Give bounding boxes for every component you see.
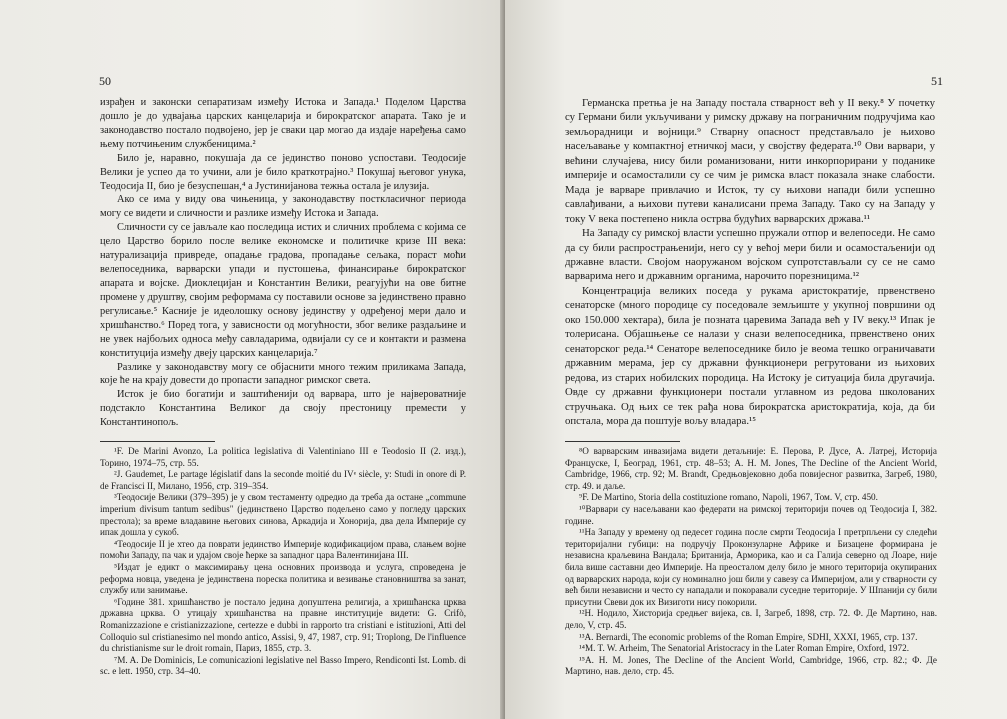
right-page — [505, 0, 1007, 719]
page-number: 50 — [99, 74, 111, 88]
footnote: ¹⁰Варвари су насељавани као федерати на римској територији почев од Теодосија I, 382. године. — [565, 503, 937, 526]
paragraph: Германска претња је на Западу постала стварност већ у II веку.⁸ У почетку су Германи били укључивани у римску државу на пограничним подручјима као земљорадници и војници.⁹ Стварну опасност представљало је њихово насељавање у компактној етничкој маси, у својству федерата.¹⁰ Ови варвари, у већини случајева, нису били романизовани, нити инкорпорирани у поданике империје и осамосталили су се чим је римска власт показала знаке слабости. Мада је варваре привлачио и Исток, ту су њихови напади били успешно савлађивани, а њихови путеви каналисани према Западу. Тако су на Западу у току V века постепено никла острва будућих варварских држава.¹¹ — [565, 97, 935, 225]
footnote-rule — [565, 441, 680, 442]
footnotes — [565, 446, 937, 678]
footnote: ¹⁵A. H. M. Jones, The Decline of the Ancient World, Cambridge, 1966, стр. 82.; Ф. Де Мартино, нав. дело, стр. 45. — [565, 654, 937, 677]
footnote: ⁸О варварским инвазијама видети детаљније: Е. Перова, Р. Дусе, А. Латреј, Историја Француске, I, Београд, 1961, стр. 48–53; A. H. M. Jones, The Decline of the Ancient World, Cambridge, 1966, стр. 92; M. Brandt, Средњовјековно доба повијесног развитка, Загреб, 1980, стр. 49. и даље. — [565, 446, 937, 491]
paragraph: Било је, наравно, покушаја да се јединство поново успостави. Теодосије Велики је успео да то учини, али је било краткотрајно.³ Покушај његовог унука, Теодосија II, био је безуспешан,⁴ а Јустинијанова тежња остала је илузија. — [100, 152, 466, 192]
paragraph: Сличности су се јављале као последица истих и сличних проблема с којима се цело Царство борило после велике економске и политичке кризе III века: натурализација привреде, опадање градова, пропадање сељака, пораст моћи велепоседника, варварски упади и пустошења, финансирање бирократског апарата и војске. Диоклецијан и Константин Велики, реагујући на ове битне промене у друштву, својим реформама су поставили основе за јединствено правно регулисање.⁵ Касније је идеолошку основу јединству у одређеној мери дало и хришћанство.⁶ Поред тога, у зависности од могућности, због велике раздаљине и не увек најбољих односа међу савладарима, одвијали су се и контакти и размена конституција између двеју царских канцеларија.⁷ — [100, 222, 466, 359]
footnote: ¹⁴M. T. W. Arheim, The Senatorial Aristocracy in the Later Roman Empire, Oxford, 1972. — [579, 643, 910, 654]
footnote: ⁶Године 381. хришћанство је постало једина допуштена религија, а хришћанска црква државна црква. О утицају хришћанства на правне институције видети: G. Crifò, Romanizzazione e cristianizzazione, certezze e dubbi in rapporto tra cristiani e istituzioni, Atti del Colloquio sul cristianesimo nel mondo antico, Assisi, 9, 47, 1987, стр. 91; Troplong, De l'influence du christianisme sur le droit romain, Париз, 1855, стр. 3. — [100, 596, 466, 654]
footnote: ⁴Теодосије II је хтео да поврати јединство Империје кодификацијом права, слањем војне помоћи Западу, па чак и удајом своје ћерке за западног цара Валентинијана III. — [100, 538, 466, 561]
body-text — [100, 96, 466, 430]
footnote: ⁷M. A. De Dominicis, Le comunicazioni legislative nel Basso Impero, Rendiconti Ist. Lomb. di sc. e lett. 1950, стр. 34–40. — [100, 654, 466, 677]
paragraph: Ако се има у виду ова чињеница, у законодавству постклаcичног периода могу се видети и сличности и разлике између Истока и Запада. — [100, 194, 466, 220]
body-text — [565, 96, 935, 428]
footnote-rule — [100, 441, 215, 442]
paragraph: Исток је био богатији и заштићенији од варвара, што је највероватније подстакло Константина Великог да своју престоницу премести у Константинопољ. — [100, 389, 466, 429]
footnote: ¹¹На Западу у времену од педесет година после смрти Теодосија I претрпљени су следећи територијални губици: на подручју Проконзуларне Африке и Бизацене формирана је независна краљевина Вандала; Британија, Арморика, као и са Галија северно од Лоаре, није била више саставни део Империје. На преосталом делу било је много територија окупираних од варварских народа, који су номинално још били у савезу са Империјом, али у стварности су већ били независни и често су нападали и покоравали суседне територије. У Шпанији су били присутни Свеви док их Визиготи нису покорили. — [565, 527, 937, 607]
paragraph: На Западу су римској власти успешно пружали отпор и велепоседи. Не само да су били распрострањенији, него су у већој мери били и осамостаљенији од државне власти. Својом наоружаном војском супротстављали су се не само варварима него и државним органима, нарочито порезницима.¹² — [565, 227, 935, 283]
paragraph: Концентрација великих поседа у рукама аристократије, првенствено сенаторске (много породице су поседовале земљиште у укупној површини од око 150.000 хектара), била је позната царевима Запада већ у IV веку.¹³ Ипак је толерисана. Објашњење се налази у снази велепоседника, првенствено оних сенаторског реда.¹⁴ Сенаторе велепоседнике било је веома тешко ограничавати државним мерама, јер су државни функционери регрутовани из њихових редова, из старих нобилских породица. На Истоку је ситуација била другачија. Овде су државни функционери постали углавном из редова школованих стручњака. Од њих се тек рађа нова бирократска аристократија, која, да би опстала, мора да поштује вољу владара.¹⁵ — [565, 284, 935, 427]
footnote: ²J. Gaudemet, Le partage législatif dans la seconde moitié du IVᵉ siècle, у: Studi in onore di P. de Francisci II, Милано, 1956, стр. 319–354. — [100, 469, 466, 491]
footnote: ⁵Издат је едикт о максимирању цена основних производа и услуга, спроведена је реформа новца, уведена је јединствена пореска политика и везивање становништва за занат, службу или занимање. — [100, 561, 466, 596]
footnote: ¹²Н. Нодило, Хисторија средњег вијека, св. I, Загреб, 1898, стр. 72. Ф. Де Мартино, нав. дело, V, стр. 45. — [565, 608, 937, 630]
footnote: ⁹F. De Martino, Storia della costituzione romano, Napoli, 1967, Том. V, стр. 450. — [579, 492, 878, 503]
footnote: ¹³A. Bernardi, The economic problems of the Roman Empire, SDHI, XXXI, 1965, стр. 137. — [579, 631, 918, 642]
footnotes — [100, 446, 466, 678]
paragraph: Разлике у законодавству могу се објаснити много тежим приликама Запада, које ће на крају довести до пропасти западног римског света. — [100, 361, 466, 387]
footnote: ¹F. De Marini Avonzo, La politica legislativa di Valentiniano III e Teodosio II (2. изд.), Торино, 1974–75, стр. 55. — [100, 446, 466, 468]
paragraph: израђен и законски сепаратизам између Истока и Запада.¹ Поделом Царства дошло је до удвајања царских канцеларија и бирократског апарата. Тако је и законодавство постало подвојено, јер је сваки цар могао да издаје наређења само њему потчињеним службеницима.² — [100, 97, 466, 150]
footnote: ³Теодосије Велики (379–395) је у свом тестаменту одредио да треба да остане „commune imperium divisum tantum sedibus" (јединствено Царство подељено само у погледу царских престола); за време владавине његових синова, Аркадија и Хонорија, два дела Империје су ипак дошла у сукоб. — [100, 492, 466, 538]
page-number: 51 — [931, 74, 943, 88]
